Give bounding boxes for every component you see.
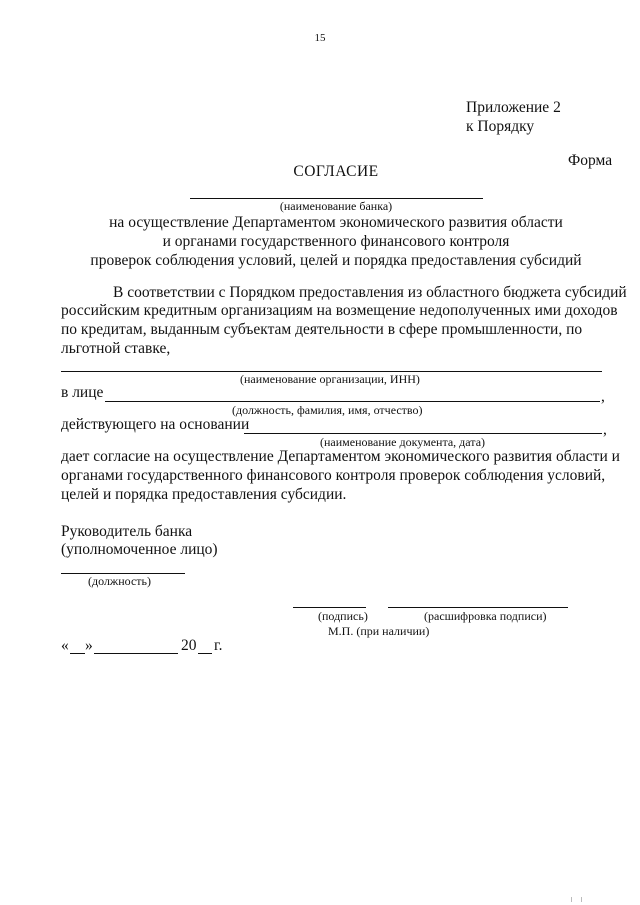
basis-comma: , xyxy=(603,421,607,438)
consent-line3: целей и порядка предоставления субсидии. xyxy=(61,486,347,503)
bank-name-caption: (наименование банка) xyxy=(279,199,393,213)
subtitle-line2: и органами государственного финансового контроля xyxy=(162,233,510,250)
signer-line1: Руководитель банка xyxy=(61,523,193,540)
intro-line1: В соответствии с Порядком предоставления из областного бюджета субсидий xyxy=(113,284,627,301)
basis-line xyxy=(244,433,602,434)
decoding-line xyxy=(388,607,568,608)
signer-line2: (уполномоченное лицо) xyxy=(61,541,218,558)
signature-line xyxy=(293,607,366,608)
person-line xyxy=(105,401,600,402)
date-month-line xyxy=(94,653,178,654)
person-comma: , xyxy=(601,388,605,405)
date-year-line xyxy=(198,653,212,654)
position-caption: (должность) xyxy=(88,574,151,588)
date-year-suffix: г. xyxy=(214,637,223,654)
document-title: СОГЛАСИЕ xyxy=(293,163,379,180)
scan-mark xyxy=(571,897,572,902)
date-year-prefix: 20 xyxy=(181,637,197,654)
signature-caption: (подпись) xyxy=(318,609,368,623)
subtitle-line1: на осуществление Департаментом экономического развития области xyxy=(109,214,563,231)
scan-mark xyxy=(581,897,582,902)
intro-line2: российским кредитным организациям на возмещение недополученных ими доходов xyxy=(61,302,618,319)
intro-line3: по кредитам, выданным субъектам деятельности в сфере промышленности, по xyxy=(61,321,583,338)
intro-line4: льготной ставке, xyxy=(61,340,171,357)
date-open-quote: « xyxy=(61,637,69,654)
appendix-line1: Приложение 2 xyxy=(466,99,561,116)
date-close-quote: » xyxy=(85,637,93,654)
subtitle-line3: проверок соблюдения условий, целей и порядка предоставления субсидий xyxy=(90,252,582,269)
stamp-note: М.П. (при наличии) xyxy=(328,624,430,638)
appendix-line2: к Порядку xyxy=(466,118,535,135)
person-label: в лице xyxy=(61,384,104,401)
consent-line2: органами государственного финансового контроля проверок соблюдения условий, xyxy=(61,467,606,484)
basis-caption: (наименование документа, дата) xyxy=(320,435,486,449)
consent-line1: дает согласие на осуществление Департаментом экономического развития области и xyxy=(61,448,620,465)
form-label: Форма xyxy=(568,152,613,169)
page-number: 15 xyxy=(314,32,326,44)
person-caption: (должность, фамилия, имя, отчество) xyxy=(232,403,423,417)
organization-caption: (наименование организации, ИНН) xyxy=(240,372,420,386)
date-day-line xyxy=(70,653,85,654)
basis-label: действующего на основании xyxy=(61,416,250,433)
decoding-caption: (расшифровка подписи) xyxy=(424,609,547,623)
